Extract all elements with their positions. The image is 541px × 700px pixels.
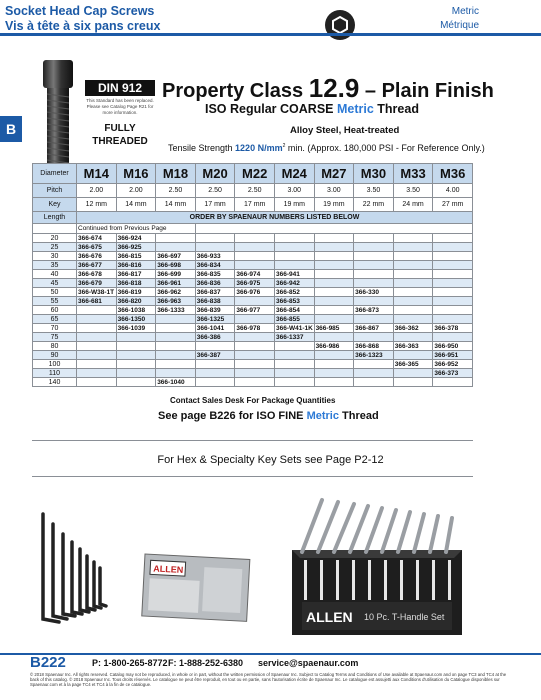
part-number-cell [156, 360, 196, 369]
part-number-cell: 366-852 [274, 288, 314, 297]
part-number-cell [433, 315, 473, 324]
key-cell: 19 mm [314, 198, 354, 212]
divider [32, 476, 473, 477]
length-cell: 100 [33, 360, 77, 369]
header-metric-en: Metric [451, 6, 479, 17]
part-number-cell [354, 360, 394, 369]
part-number-cell [195, 342, 235, 351]
part-number-cell [393, 270, 433, 279]
tensile-strength: Tensile Strength 1220 $N/mm^2$ min. (Approx. 180,000 PSI - For Reference Only.) [168, 143, 485, 153]
part-number-cell: 366-698 [156, 261, 196, 270]
diameter-label: Diameter [33, 164, 77, 184]
part-number-cell [433, 288, 473, 297]
part-number-cell [195, 360, 235, 369]
socket-head-bolt-image [35, 58, 90, 178]
part-number-cell [314, 360, 354, 369]
part-number-cell: 366-873 [354, 306, 394, 315]
part-number-cell: 366-330 [354, 288, 394, 297]
table-row [33, 360, 473, 369]
part-number-cell [116, 351, 156, 360]
diameter-cell: M33 [393, 164, 433, 184]
header-divider [0, 33, 541, 36]
part-number-cell: 366-834 [195, 261, 235, 270]
diameter-cell: M18 [156, 164, 196, 184]
part-number-cell: 366-952 [433, 360, 473, 369]
svg-text:10 Pc. T-Handle Set: 10 Pc. T-Handle Set [364, 612, 445, 622]
table-row [33, 288, 473, 297]
part-number-cell [235, 333, 275, 342]
din-standard-badge: DIN 912 [85, 80, 155, 96]
length-cell: 80 [33, 342, 77, 351]
pitch-cell: 2.50 [235, 184, 275, 198]
part-number-cell: 366-1350 [116, 315, 156, 324]
part-number-cell: 366-924 [116, 234, 156, 243]
table-row [33, 243, 473, 252]
length-cell: 65 [33, 315, 77, 324]
part-number-cell [314, 351, 354, 360]
part-number-cell: 366-699 [156, 270, 196, 279]
length-cell: 140 [33, 378, 77, 387]
length-cell: 20 [33, 234, 77, 243]
length-cell: 55 [33, 297, 77, 306]
part-number-cell [116, 378, 156, 387]
diameter-cell: M22 [235, 164, 275, 184]
table-row [33, 315, 473, 324]
part-number-cell: 366-835 [195, 270, 235, 279]
part-number-cell [77, 342, 117, 351]
length-cell: 50 [33, 288, 77, 297]
part-number-cell: 366-818 [116, 279, 156, 288]
header-title-fr: Vis à tête à six pans creux [5, 19, 161, 33]
part-number-cell: 366-1325 [195, 315, 235, 324]
part-number-cell: 366-674 [77, 234, 117, 243]
part-number-cell: 366-W38-1T [78, 288, 115, 296]
part-number-cell [116, 360, 156, 369]
part-number-cell: 366-815 [116, 252, 156, 261]
part-number-cell [77, 369, 117, 378]
part-number-cell [314, 288, 354, 297]
part-number-cell [77, 378, 117, 387]
part-number-cell [314, 306, 354, 315]
part-number-cell: 366-951 [433, 351, 473, 360]
part-number-cell [77, 360, 117, 369]
part-number-cell [393, 378, 433, 387]
part-number-cell: 366-837 [195, 288, 235, 297]
pitch-cell: 2.50 [156, 184, 196, 198]
part-number-cell [77, 351, 117, 360]
part-number-cell: 366-678 [77, 270, 117, 279]
diameter-cell: M14 [77, 164, 117, 184]
table-row [33, 261, 473, 270]
part-number-cell [393, 351, 433, 360]
part-number-cell [393, 297, 433, 306]
part-number-cell [354, 261, 394, 270]
part-number-cell: 366-676 [77, 252, 117, 261]
part-number-cell [393, 333, 433, 342]
key-cell: 24 mm [393, 198, 433, 212]
part-number-cell [195, 369, 235, 378]
table-row [33, 369, 473, 378]
part-number-cell [314, 333, 354, 342]
part-number-cell [314, 297, 354, 306]
part-number-cell [433, 279, 473, 288]
part-number-table [32, 163, 473, 387]
part-number-cell [433, 252, 473, 261]
part-number-cell [433, 378, 473, 387]
diameter-cell: M30 [354, 164, 394, 184]
part-number-cell [433, 261, 473, 270]
part-number-cell [235, 315, 275, 324]
part-number-cell [354, 333, 394, 342]
key-cell: 14 mm [156, 198, 196, 212]
table-row [33, 324, 473, 333]
part-number-cell [393, 315, 433, 324]
divider [32, 440, 473, 441]
part-number-cell [156, 342, 196, 351]
diameter-cell: M36 [433, 164, 473, 184]
table-row [33, 351, 473, 360]
key-cell: 17 mm [195, 198, 235, 212]
length-label: Length [33, 212, 77, 224]
part-number-cell [274, 261, 314, 270]
email-link[interactable]: service@spaenaur.com [258, 658, 359, 668]
part-number-cell [393, 288, 433, 297]
part-number-cell: 366-963 [156, 297, 196, 306]
table-row [33, 252, 473, 261]
part-number-cell: 366-1323 [354, 351, 394, 360]
part-number-cell [314, 261, 354, 270]
part-number-cell [274, 360, 314, 369]
part-number-cell [354, 279, 394, 288]
part-number-cell [156, 351, 196, 360]
part-number-cell [433, 297, 473, 306]
pitch-cell: 4.00 [433, 184, 473, 198]
pitch-cell: 3.50 [393, 184, 433, 198]
table-row [33, 270, 473, 279]
part-number-cell [433, 270, 473, 279]
part-number-cell [274, 378, 314, 387]
header-title-en: Socket Head Cap Screws [5, 4, 155, 18]
part-number-cell: 366-677 [77, 261, 117, 270]
part-number-cell: 366-1041 [195, 324, 235, 333]
part-number-cell [156, 315, 196, 324]
part-number-cell: 366-362 [393, 324, 433, 333]
pitch-cell: 3.50 [354, 184, 394, 198]
order-note: ORDER BY SPAENAUR NUMBERS LISTED BELOW [77, 212, 473, 224]
part-number-cell [116, 342, 156, 351]
part-number-cell [77, 324, 117, 333]
pitch-cell: 2.00 [77, 184, 117, 198]
part-number-cell [433, 243, 473, 252]
diameter-cell: M27 [314, 164, 354, 184]
length-cell: 45 [33, 279, 77, 288]
length-cell: 35 [33, 261, 77, 270]
part-number-cell [235, 243, 275, 252]
part-number-cell [314, 234, 354, 243]
part-number-cell [274, 342, 314, 351]
part-number-cell [314, 315, 354, 324]
part-number-cell: 366-925 [116, 243, 156, 252]
part-number-cell [235, 351, 275, 360]
part-number-cell [433, 234, 473, 243]
part-number-cell: 366-986 [314, 342, 354, 351]
part-number-cell: 366-985 [314, 324, 354, 333]
key-cell: 22 mm [354, 198, 394, 212]
part-number-cell [393, 279, 433, 288]
part-number-cell [156, 333, 196, 342]
part-number-cell [433, 333, 473, 342]
part-number-cell [274, 369, 314, 378]
part-number-cell [393, 252, 433, 261]
part-number-cell [314, 279, 354, 288]
part-number-cell [156, 324, 196, 333]
part-number-cell [77, 306, 117, 315]
part-number-cell [354, 243, 394, 252]
material-note: Alloy Steel, Heat-treated [290, 125, 400, 136]
key-cell: 27 mm [433, 198, 473, 212]
part-number-cell [274, 234, 314, 243]
key-cell: 17 mm [235, 198, 275, 212]
part-number-cell: 366-378 [433, 324, 473, 333]
part-number-cell: 366-977 [235, 306, 275, 315]
part-number-cell: 366-363 [393, 342, 433, 351]
part-number-cell: 366-817 [116, 270, 156, 279]
copyright-notice: © 2018 Spaenaur Inc. All rights reserved. Catalog may not be reproduced, in whole or in part, without the written permission of Spaenaur Inc. Subject to Catalog Terms and Conditions of Use available at Spaenaur.com and on page TC3 and TC4 at the back of this catalog. © 2018 Spaenaur Inc. Tous droits réservés. Le catalogue ne peut être reproduit, en tout ou en partie, sans l'autorisation écrite de Spaenaur Inc. Le catalogue est assujetti aux Conditions d'utilisation du Catalogue disponibles sur Spaenaur.com et à la page TC4 et TC4 à la fin de ce catalogue. [30, 672, 507, 688]
table-row [33, 297, 473, 306]
part-number-cell [393, 369, 433, 378]
part-number-cell: 366-853 [274, 297, 314, 306]
part-number-cell [235, 342, 275, 351]
part-number-cell: 366-W41-1K [275, 324, 313, 332]
key-cell: 12 mm [77, 198, 117, 212]
part-number-cell [354, 252, 394, 261]
part-number-cell: 366-941 [274, 270, 314, 279]
part-number-cell [314, 378, 354, 387]
length-cell: 90 [33, 351, 77, 360]
section-tab: B [0, 116, 22, 142]
part-number-cell [195, 243, 235, 252]
pitch-label: Pitch [33, 184, 77, 198]
part-number-cell: 366-1337 [274, 333, 314, 342]
part-number-cell [393, 306, 433, 315]
key-label: Key [33, 198, 77, 212]
part-number-cell [195, 378, 235, 387]
part-number-cell: 366-868 [354, 342, 394, 351]
part-number-cell: 366-697 [156, 252, 196, 261]
continued-note: Continued from Previous Page [77, 224, 196, 234]
part-number-cell [235, 378, 275, 387]
part-number-cell: 366-839 [195, 306, 235, 315]
pitch-cell: 2.50 [195, 184, 235, 198]
table-row [33, 306, 473, 315]
part-number-cell: 366-933 [195, 252, 235, 261]
part-number-cell: 366-978 [235, 324, 275, 333]
part-number-cell: 366-974 [235, 270, 275, 279]
part-number-cell: 366-975 [235, 279, 275, 288]
part-number-cell [116, 333, 156, 342]
part-number-cell: 366-961 [156, 279, 196, 288]
t-handle-set-photo [282, 490, 472, 640]
fully-threaded-label: FULLY THREADED [92, 123, 148, 147]
length-cell: 60 [33, 306, 77, 315]
phone-number[interactable]: P: 1-800-265-8772 [92, 658, 168, 668]
part-number-cell [235, 360, 275, 369]
part-number-cell: 366-1333 [156, 306, 196, 315]
part-number-cell [156, 234, 196, 243]
hex-key-set-photo [35, 494, 265, 634]
table-row [33, 342, 473, 351]
part-number-cell [156, 243, 196, 252]
key-cell: 14 mm [116, 198, 156, 212]
part-number-cell [314, 270, 354, 279]
part-number-cell: 366-854 [274, 306, 314, 315]
part-number-cell: 366-867 [354, 324, 394, 333]
part-number-cell [235, 261, 275, 270]
part-number-cell [354, 369, 394, 378]
pitch-cell: 2.00 [116, 184, 156, 198]
svg-text:ALLEN: ALLEN [306, 609, 353, 625]
table-row [33, 378, 473, 387]
length-cell: 40 [33, 270, 77, 279]
part-number-cell [235, 297, 275, 306]
part-number-cell [354, 378, 394, 387]
part-number-cell: 366-387 [195, 351, 235, 360]
part-number-cell [314, 369, 354, 378]
part-number-cell [393, 243, 433, 252]
part-number-cell: 366-675 [77, 243, 117, 252]
part-number-cell: 366-976 [235, 288, 275, 297]
part-number-cell [393, 261, 433, 270]
part-number-cell [235, 252, 275, 261]
length-cell: 110 [33, 369, 77, 378]
part-number-cell [314, 252, 354, 261]
part-number-cell [235, 369, 275, 378]
part-number-cell: 366-838 [195, 297, 235, 306]
part-number-cell [274, 243, 314, 252]
part-number-cell [314, 243, 354, 252]
din-replaced-note: This Standard has been replaced. Please see Catalog Page R21 for more information. [86, 98, 154, 115]
fax-number: F: 1-888-252-6380 [168, 658, 244, 668]
part-number-cell [116, 369, 156, 378]
table-row [33, 333, 473, 342]
part-number-cell [354, 297, 394, 306]
part-number-cell [393, 234, 433, 243]
thread-subtitle: ISO Regular COARSE Metric Thread [205, 102, 419, 116]
footer-divider [0, 653, 541, 655]
part-number-cell: 366-1039 [116, 324, 156, 333]
part-number-cell: 366-950 [433, 342, 473, 351]
diameter-cell: M20 [195, 164, 235, 184]
part-number-cell [354, 234, 394, 243]
part-number-cell: 366-386 [195, 333, 235, 342]
pitch-cell: 3.00 [274, 184, 314, 198]
part-number-cell [77, 333, 117, 342]
part-number-cell: 366-373 [433, 369, 473, 378]
pitch-cell: 3.00 [314, 184, 354, 198]
part-number-cell [274, 351, 314, 360]
part-number-cell: 366-1038 [116, 306, 156, 315]
see-fine-thread-note: See page B226 for ISO FINE Metric Thread [158, 410, 379, 422]
hex-key-sets-note: For Hex & Specialty Key Sets see Page P2-12 [157, 454, 384, 466]
part-number-cell [354, 315, 394, 324]
part-number-cell [433, 306, 473, 315]
part-number-cell [354, 270, 394, 279]
part-number-cell: 366-365 [393, 360, 433, 369]
part-number-cell [77, 315, 117, 324]
part-number-cell [195, 234, 235, 243]
table-row [33, 279, 473, 288]
part-number-cell [156, 369, 196, 378]
contact-note: Contact Sales Desk For Package Quantities [170, 396, 336, 405]
part-number-cell: 366-942 [274, 279, 314, 288]
length-cell: 70 [33, 324, 77, 333]
diameter-cell: M24 [274, 164, 314, 184]
key-cell: 19 mm [274, 198, 314, 212]
part-number-cell: 366-679 [77, 279, 117, 288]
svg-text:ALLEN: ALLEN [152, 563, 184, 576]
table-row [33, 234, 473, 243]
length-cell: 30 [33, 252, 77, 261]
header-metric-fr: Métrique [440, 20, 479, 31]
length-cell: 75 [33, 333, 77, 342]
length-cell: 25 [33, 243, 77, 252]
part-number-cell [235, 234, 275, 243]
part-number-cell: 366-681 [77, 297, 117, 306]
part-number-cell: 366-819 [116, 288, 156, 297]
part-number-cell: 366-1040 [156, 378, 196, 387]
part-number-cell: 366-855 [274, 315, 314, 324]
part-number-cell: 366-816 [116, 261, 156, 270]
part-number-cell: 366-836 [195, 279, 235, 288]
page-number: B222 [30, 654, 66, 671]
product-title: Property Class 12.9 – Plain Finish [162, 73, 494, 103]
part-number-cell: 366-820 [116, 297, 156, 306]
part-number-cell [274, 252, 314, 261]
diameter-cell: M16 [116, 164, 156, 184]
part-number-cell: 366-962 [156, 288, 196, 297]
